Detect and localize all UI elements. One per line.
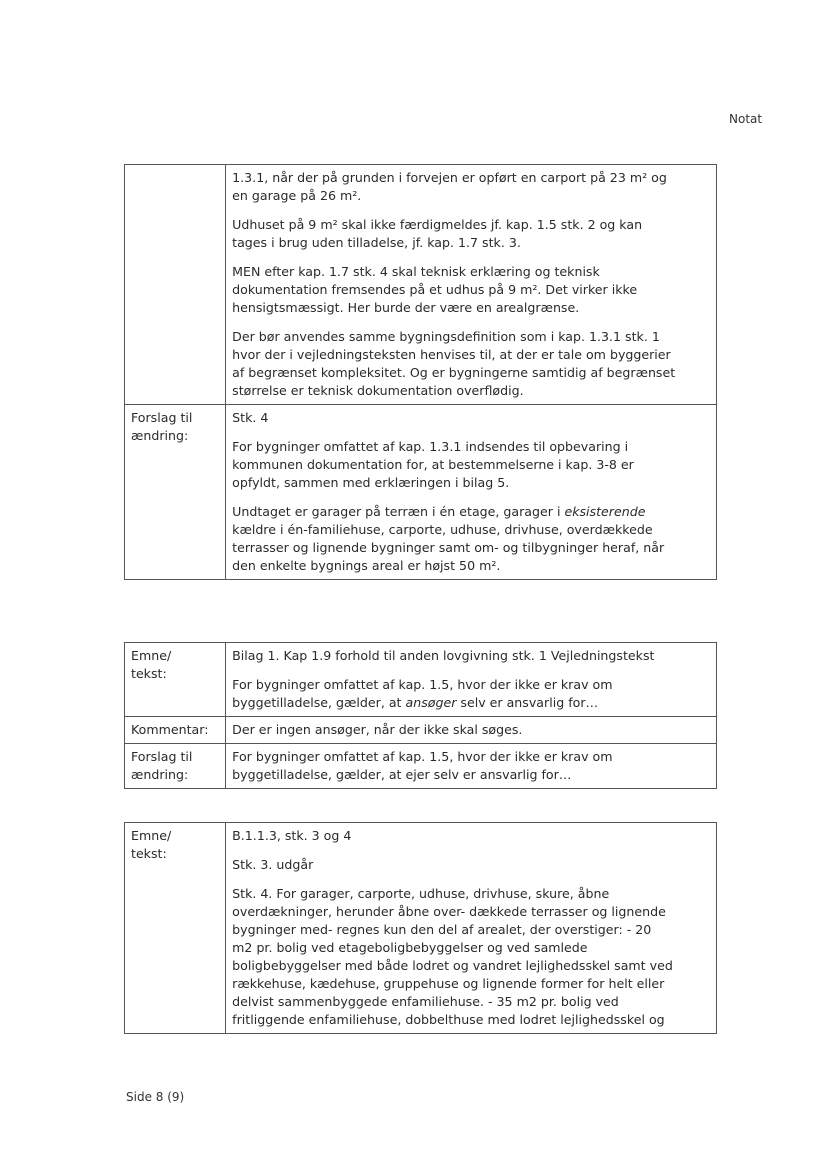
paragraph: For bygninger omfattet af kap. 1.3.1 indsendes til opbevaring i kommunen dokumentation for, at bestemmelserne i kap. 3-8 er opfyldt, sammen med erklæringen i bilag 5. <box>232 439 634 490</box>
paragraph: Bilag 1. Kap 1.9 forhold til anden lovgivning stk. 1 Vejledningstekst <box>232 648 655 663</box>
paragraph: MEN efter kap. 1.7 stk. 4 skal teknisk erklæring og teknisk dokumentation fremsendes på et udhus på 9 m². Det virker ikke hensigtsmæssigt. Her burde der være en arealgrænse. <box>232 264 638 315</box>
row-text <box>226 405 717 580</box>
text-run: selv er ansvarlig for… <box>456 695 599 710</box>
text-run: Undtaget er garager på terræn i én etage, garager i <box>232 504 565 519</box>
text-run: For bygninger omfattet af kap. 1.5, hvor der ikke er krav om byggetilladelse, gælder, at <box>232 677 613 710</box>
comment-table-3 <box>124 822 717 1034</box>
document-type-label: Notat <box>729 112 763 126</box>
row-label: Emne/ tekst: <box>125 823 226 1034</box>
table-row <box>125 165 717 405</box>
table-row <box>125 643 717 717</box>
table-row <box>125 717 717 744</box>
text-run: kældre i én-familiehuse, carporte, udhuse, drivhuse, overdækkede terrasser og lignende bygninger samt om- og tilbygninger heraf, når den enkelte bygnings areal er højst 50 m². <box>232 522 665 573</box>
paragraph: B.1.1.3, stk. 3 og 4 <box>232 828 352 843</box>
paragraph: Stk. 3. udgår <box>232 857 314 872</box>
row-label: Emne/ tekst: <box>125 643 226 717</box>
row-label <box>125 165 226 405</box>
italic-text: eksisterende <box>564 504 646 519</box>
table-row <box>125 405 717 580</box>
paragraph: Der bør anvendes samme bygningsdefinition som i kap. 1.3.1 stk. 1 hvor der i vejledningsteksten henvises til, at der er tale om byggerier af begrænset kompleksitet. Og er bygningerne samtidig af begrænset størrelse er teknisk dokumentation overflødig. <box>232 329 676 398</box>
comment-table-2 <box>124 642 717 789</box>
table-row <box>125 823 717 1034</box>
paragraph <box>232 503 710 575</box>
comment-table-1 <box>124 164 717 580</box>
paragraph: Stk. 4. For garager, carporte, udhuse, drivhuse, skure, åbne overdækninger, herunder åbne over- dækkede terrasser og lignende bygninger med- regnes kun den del af arealet, der overstiger: - 20 m2 pr. bolig ved etageboligbebyggelser og ved samlede boligbebyggelser med både lodret og vandret lejlighedsskel samt ved rækkehuse, kædehuse, gruppehuse og lignende former for helt eller delvist sammenbyggede enfamiliehuse. - 35 m2 pr. bolig ved fritliggende enfamiliehuse, dobbelthuse med lodret lejlighedsskel og <box>232 886 673 1027</box>
paragraph: Stk. 4 <box>232 410 269 425</box>
paragraph: Udhuset på 9 m² skal ikke færdigmeldes jf. kap. 1.5 stk. 2 og kan tages i brug uden tilladelse, jf. kap. 1.7 stk. 3. <box>232 217 643 250</box>
paragraph: 1.3.1, når der på grunden i forvejen er opført en carport på 23 m² og en garage på 26 m². <box>232 170 667 203</box>
italic-text: ansøger <box>405 695 457 710</box>
row-label: Forslag til ændring: <box>125 405 226 580</box>
page-number: Side 8 (9) <box>126 1090 185 1104</box>
row-label: Forslag til ændring: <box>125 744 226 789</box>
table-row <box>125 744 717 789</box>
row-text: For bygninger omfattet af kap. 1.5, hvor der ikke er krav om byggetilladelse, gælder, at ejer selv er ansvarlig for… <box>226 744 717 789</box>
row-text <box>226 165 717 405</box>
paragraph <box>232 676 710 712</box>
row-text <box>226 823 717 1034</box>
row-text <box>226 643 717 717</box>
row-text: Der er ingen ansøger, når der ikke skal søges. <box>226 717 717 744</box>
row-label: Kommentar: <box>125 717 226 744</box>
